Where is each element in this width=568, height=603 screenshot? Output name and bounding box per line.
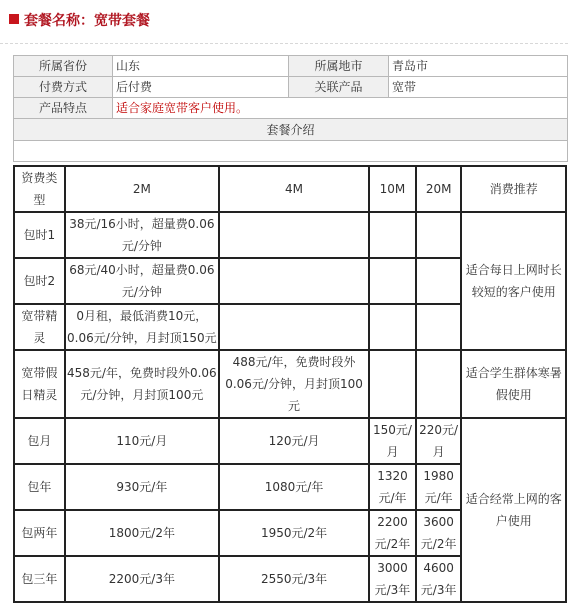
cell-three-year-10m: 3000元/3年 (369, 556, 416, 602)
cell-two-year-20m: 3600元/2年 (416, 510, 462, 556)
cell-yearly-10m: 1320元/年 (369, 464, 416, 510)
cell-hourly1-4m (219, 212, 369, 258)
cell-three-year-4m: 2550元/3年 (219, 556, 369, 602)
cell-monthly-20m: 220元/月 (416, 418, 462, 464)
cell-monthly-4m: 120元/月 (219, 418, 369, 464)
recommend-hourly: 适合每日上网时长较短的客户使用 (461, 212, 566, 350)
cell-holiday-2m: 458元/年，免费时段外0.06元/分钟，月封顶100元 (65, 350, 219, 418)
info-row-payment (14, 77, 568, 98)
table-header-row (14, 166, 566, 212)
header-cell-10m: 10M (369, 166, 416, 212)
product-label: 关联产品 (289, 77, 389, 98)
page-title: 套餐名称：宽带套餐 (24, 13, 150, 29)
row-label-two-year: 包两年 (14, 510, 65, 556)
feature-value: 适合家庭宽带客户使用。 (113, 98, 568, 119)
info-row-feature (14, 98, 568, 119)
cell-hourly2-4m (219, 258, 369, 304)
cell-hourly1-2m: 38元/16小时，超量费0.06元/分钟 (65, 212, 219, 258)
payment-value: 后付费 (113, 77, 289, 98)
row-label-three-year: 包三年 (14, 556, 65, 602)
recommend-holiday: 适合学生群体寒暑假使用 (461, 350, 566, 418)
row-label-holiday: 宽带假日精灵 (14, 350, 65, 418)
cell-elite-20m (416, 304, 462, 350)
cell-hourly2-10m (369, 258, 416, 304)
title-bar (0, 0, 568, 44)
cell-two-year-2m: 1800元/2年 (65, 510, 219, 556)
table-row (14, 350, 566, 418)
cell-three-year-20m: 4600元/3年 (416, 556, 462, 602)
cell-two-year-10m: 2200元/2年 (369, 510, 416, 556)
province-value: 山东 (113, 56, 289, 77)
cell-yearly-4m: 1080元/年 (219, 464, 369, 510)
province-label: 所属省份 (14, 56, 113, 77)
product-value: 宽带 (389, 77, 568, 98)
cell-monthly-10m: 150元/月 (369, 418, 416, 464)
feature-label: 产品特点 (14, 98, 113, 119)
header-cell-type: 资费类型 (14, 166, 65, 212)
header-cell-recommend: 消费推荐 (461, 166, 566, 212)
cell-hourly1-10m (369, 212, 416, 258)
cell-hourly2-20m (416, 258, 462, 304)
cell-holiday-20m (416, 350, 462, 418)
header-cell-4m: 4M (219, 166, 369, 212)
row-label-hourly2: 包时2 (14, 258, 65, 304)
cell-two-year-4m: 1950元/2年 (219, 510, 369, 556)
row-label-elite: 宽带精灵 (14, 304, 65, 350)
row-label-yearly: 包年 (14, 464, 65, 510)
cell-elite-10m (369, 304, 416, 350)
cell-elite-4m (219, 304, 369, 350)
info-row-intro (14, 119, 568, 141)
cell-holiday-4m: 488元/年，免费时段外0.06元/分钟，月封顶100元 (219, 350, 369, 418)
cell-hourly1-20m (416, 212, 462, 258)
row-label-monthly: 包月 (14, 418, 65, 464)
info-row-blank (14, 141, 568, 162)
cell-hourly2-2m: 68元/40小时，超量费0.06元/分钟 (65, 258, 219, 304)
info-row-location (14, 56, 568, 77)
table-row (14, 212, 566, 258)
cell-elite-2m: 0月租，最低消费10元，0.06元/分钟，月封顶150元 (65, 304, 219, 350)
table-row (14, 418, 566, 464)
cell-yearly-2m: 930元/年 (65, 464, 219, 510)
row-label-hourly1: 包时1 (14, 212, 65, 258)
title-square-icon (9, 14, 19, 24)
cell-holiday-10m (369, 350, 416, 418)
city-value: 青岛市 (389, 56, 568, 77)
cell-three-year-2m: 2200元/3年 (65, 556, 219, 602)
header-cell-20m: 20M (416, 166, 462, 212)
package-info-table (13, 55, 568, 162)
cell-monthly-2m: 110元/月 (65, 418, 219, 464)
city-label: 所属地市 (289, 56, 389, 77)
cell-yearly-20m: 1980元/年 (416, 464, 462, 510)
blank-row (14, 141, 568, 162)
intro-label: 套餐介绍 (14, 119, 568, 141)
header-cell-2m: 2M (65, 166, 219, 212)
price-table (13, 165, 567, 603)
payment-label: 付费方式 (14, 77, 113, 98)
recommend-package: 适合经常上网的客户使用 (461, 418, 566, 602)
